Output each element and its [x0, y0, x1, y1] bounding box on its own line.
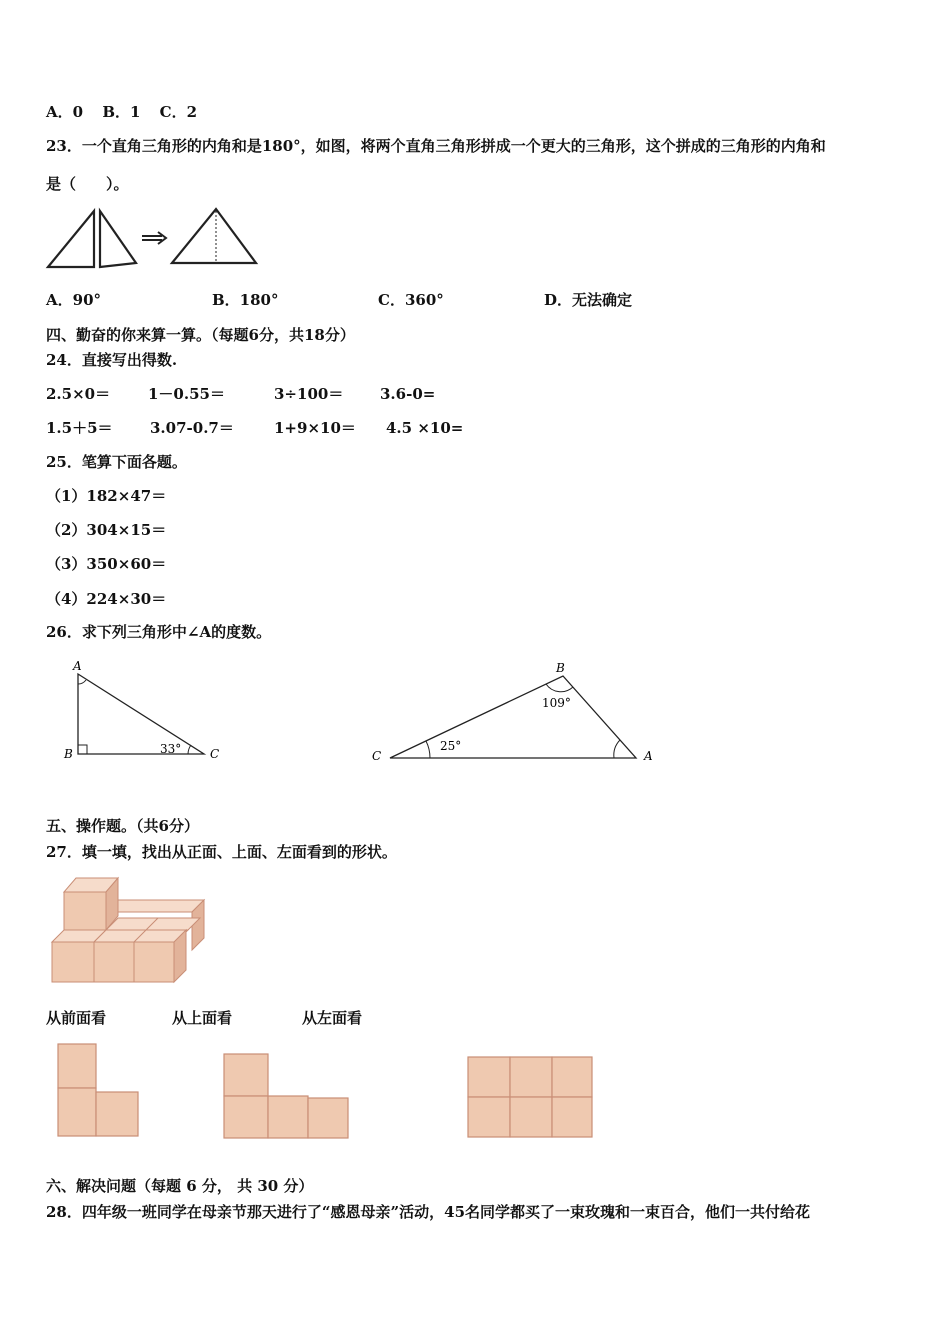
q27-cube-stack: [48, 874, 208, 986]
q24-r2-c1: 1.5＋5＝: [46, 419, 113, 437]
tri1-label-c: C: [210, 747, 220, 761]
q22-option-c: C．2: [159, 103, 198, 121]
view-label-left: 从左面看: [302, 1009, 363, 1027]
angle-c-arc: [426, 741, 430, 758]
section6-title: 六、解决问题（每题 6 分， 共 30 分）: [46, 1177, 314, 1195]
tri2-angle-b: 109°: [542, 696, 571, 710]
q23-option-d: D．无法确定: [544, 291, 633, 309]
q27-front-view: [56, 1042, 144, 1140]
q22-option-a: A．0: [46, 103, 84, 121]
view-label-front: 从前面看: [46, 1009, 107, 1027]
q23-option-b: B．180°: [212, 291, 279, 309]
q23-stem-line2: 是（ ）。: [46, 175, 129, 193]
q26-title: 26．求下列三角形中∠A的度数。: [46, 623, 272, 641]
q24-r2-c3: 1+9×10＝: [274, 419, 356, 437]
q23-combined-triangle: [172, 209, 256, 263]
q24-r1-c4: 3.6-0=: [380, 385, 436, 403]
q24-r1-c3: 3÷100＝: [274, 385, 344, 403]
tri2-label-a: A: [644, 749, 653, 763]
angle-c-arc: [188, 745, 191, 754]
q22-option-b: B．1: [102, 103, 141, 121]
section5-title: 五、操作题。（共6分）: [46, 817, 199, 835]
q27-left-view: [466, 1055, 596, 1141]
q26-triangle-1: [60, 656, 240, 766]
tri2-label-c: C: [372, 749, 382, 763]
q23-stem-line1: 23．一个直角三角形的内角和是180°，如图，将两个直角三角形拼成一个更大的三角形，这个拼成的三角形的内角和: [46, 137, 826, 155]
q25-item-4: （4）224×30＝: [46, 590, 167, 608]
q25-item-3: （3）350×60＝: [46, 555, 167, 573]
q22-options: [46, 102, 197, 122]
q28-stem: 28．四年级一班同学在母亲节那天进行了“感恩母亲”活动，45名同学都买了一束玫瑰和一束百合，他们一共付给花: [46, 1203, 811, 1221]
q24-r2-c4: 4.5 ×10=: [386, 419, 464, 437]
q25-item-1: （1）182×47＝: [46, 487, 167, 505]
q27-title: 27．填一填，找出从正面、上面、左面看到的形状。: [46, 843, 397, 861]
q23-left-triangle-2: [100, 211, 136, 267]
tri2-label-b: B: [556, 661, 565, 675]
right-angle-mark: [78, 745, 87, 754]
view-label-top: 从上面看: [172, 1009, 233, 1027]
q23-option-a: A．90°: [46, 291, 102, 309]
q24-r1-c1: 2.5×0＝: [46, 385, 111, 403]
section4-title: 四、勤奋的你来算一算。（每题6分，共18分）: [46, 326, 355, 344]
angle-a-arc: [614, 740, 620, 758]
q24-r2-c2: 3.07-0.7＝: [150, 419, 234, 437]
tri1-label-a: A: [73, 659, 82, 673]
angle-b-arc: [546, 684, 573, 692]
q23-triangle-figure: [44, 205, 264, 275]
q25-item-2: （2）304×15＝: [46, 521, 167, 539]
q24-title: 24．直接写出得数.: [46, 351, 178, 369]
q23-left-triangle-1: [48, 211, 94, 267]
q27-top-view: [222, 1052, 352, 1142]
q25-title: 25．笔算下面各题。: [46, 453, 187, 471]
tri1-label-b: B: [64, 747, 73, 761]
q26-triangle-2: [368, 656, 668, 766]
arrow-icon: [142, 232, 166, 244]
tri1-angle-c: 33°: [160, 742, 182, 756]
q23-option-c: C．360°: [378, 291, 444, 309]
tri2-angle-c: 25°: [440, 739, 462, 753]
angle-a-arc: [78, 680, 86, 684]
q24-r1-c2: 1－0.55＝: [148, 385, 225, 403]
